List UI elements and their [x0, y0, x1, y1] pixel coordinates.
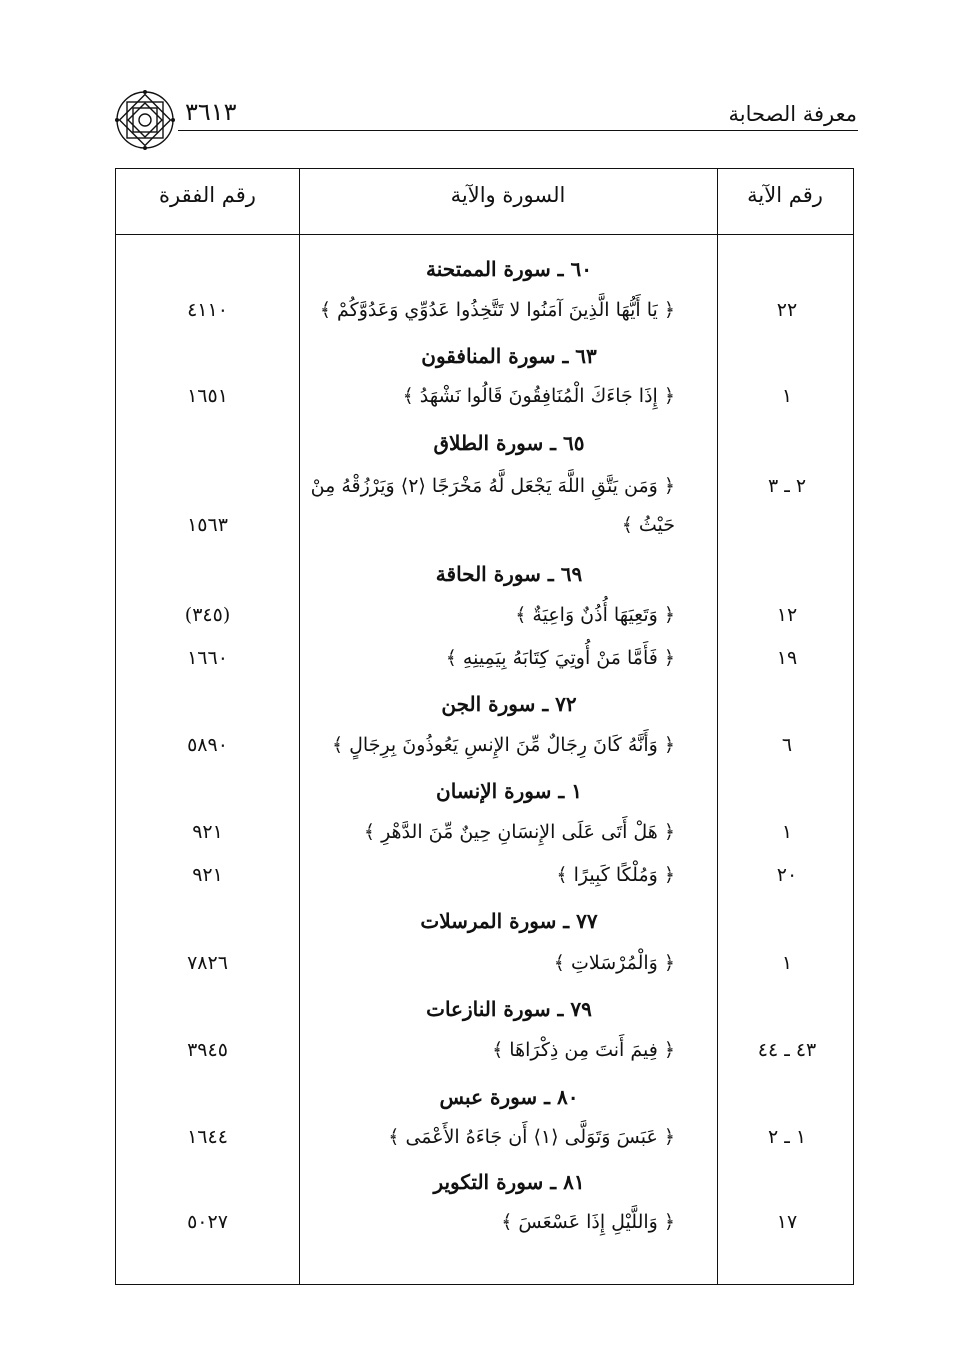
table-row: [116, 952, 855, 992]
paragraph-number: (٣٤٥): [184, 604, 231, 626]
paragraph-number: ٥٠٢٧: [187, 1211, 228, 1233]
surah-heading: ٦٣ ـ سورة المنافقون: [421, 344, 597, 368]
column-header-paragraph: رقم الفقرة: [159, 183, 256, 207]
surah-heading: ٧٢ ـ سورة الجن: [441, 692, 577, 716]
geometric-star-ornament-icon: [113, 88, 177, 152]
table-row: [116, 734, 855, 774]
table-row: [116, 1211, 855, 1251]
index-table: [115, 168, 854, 1285]
paragraph-number: ٥٨٩٠: [187, 734, 228, 756]
table-row: [116, 1039, 855, 1079]
surah-heading: ٦٠ ـ سورة الممتحنة: [426, 257, 592, 281]
header-rule: [178, 130, 858, 131]
column-header-ayah: رقم الآية: [747, 183, 823, 207]
ayah-text: ﴿ وَالْمُرْسَلاتِ ﴾: [553, 952, 675, 974]
ayah-text: ﴿ وَمَن يَتَّقِ اللَّهَ يَجْعَل لَّهُ مَخْرَجًا ⟨٢⟩ وَيَرْزُقْهُ مِنْ: [310, 475, 675, 497]
ayah-number: ١: [781, 821, 793, 843]
ayah-number: ١: [781, 385, 793, 407]
page-number: ٣٦١٣: [185, 98, 237, 126]
table-row: [116, 475, 855, 515]
paragraph-number: ١٥٦٣: [187, 514, 228, 536]
ayah-text: ﴿ هَلْ أَتَى عَلَى الإِنسَانِ حِينٌ مِّنَ الدَّهْرِ ﴾: [363, 821, 675, 843]
ayah-number: ٦: [781, 734, 793, 756]
ayah-number: ٤٣ ـ ٤٤: [757, 1039, 817, 1061]
header-divider: [116, 234, 853, 235]
surah-heading: ٨٠ ـ سورة عبس: [439, 1085, 579, 1109]
ayah-text: ﴿ عَبَسَ وَتَوَلَّى ⟨١⟩ أَن جَاءَهُ الأَعْمَى ﴾: [388, 1126, 675, 1148]
ayah-text: ﴿ وَمُلْكًا كَبِيرًا ﴾: [556, 864, 675, 886]
column-header-surah-ayah: السورة والآية: [450, 183, 566, 207]
paragraph-number: ١٦٦٠: [187, 647, 228, 669]
table-row: [116, 514, 855, 554]
book-title: معرفة الصحابة: [728, 102, 857, 126]
ayah-text: ﴿ يَا أَيُّهَا الَّذِينَ آمَنُوا لا تَتَّخِذُوا عَدُوِّي وَعَدُوَّكُمْ ﴾: [319, 299, 675, 321]
ayah-number: ٢٠: [776, 864, 798, 886]
paragraph-number: ١٦٥١: [187, 385, 228, 407]
table-row: [116, 821, 855, 861]
ayah-text: ﴿ وَتَعِيَهَا أُذُنٌ وَاعِيَةٌ ﴾: [515, 604, 675, 626]
table-row: [116, 604, 855, 644]
table-row: [116, 1126, 855, 1166]
surah-heading: ١ ـ سورة الإنسان: [436, 779, 582, 803]
ayah-number: ١: [781, 952, 793, 974]
ayah-text: حَيْثُ ﴾: [621, 514, 675, 536]
surah-heading: ٦٩ ـ سورة الحاقة: [435, 562, 583, 586]
ayah-text: ﴿ فِيمَ أَنتَ مِن ذِكْرَاهَا ﴾: [492, 1039, 675, 1061]
table-row: [116, 385, 855, 425]
ayah-text: ﴿ فَأَمَّا مَنْ أُوتِيَ كِتَابَهُ بِيَمِينِهِ ﴾: [445, 647, 675, 669]
ayah-text: ﴿ إِذَا جَاءَكَ الْمُنَافِقُونَ قَالُوا نَشْهَدُ ﴾: [402, 385, 675, 407]
table-row: [116, 299, 855, 339]
table-row: [116, 647, 855, 687]
table-row: [116, 864, 855, 904]
ayah-text: ﴿ وَأَنَّهُ كَانَ رِجَالٌ مِّنَ الإِنسِ يَعُوذُونَ بِرِجَالٍ ﴾: [331, 734, 675, 756]
paragraph-number: ٧٨٢٦: [187, 952, 228, 974]
page-header: [0, 0, 961, 170]
ayah-number: ١ ـ ٢: [767, 1126, 807, 1148]
ayah-text: ﴿ وَاللَّيْلِ إِذَا عَسْعَسَ ﴾: [501, 1211, 675, 1233]
paragraph-number: ٣٩٤٥: [187, 1039, 228, 1061]
paragraph-number: ١٦٤٤: [187, 1126, 228, 1148]
ayah-number: ٢ ـ ٣: [767, 475, 807, 497]
ayah-number: ١٩: [776, 647, 798, 669]
surah-heading: ٦٥ ـ سورة الطلاق: [433, 431, 585, 455]
surah-heading: ٧٧ ـ سورة المرسلات: [420, 909, 598, 933]
paragraph-number: ٤١١٠: [187, 299, 228, 321]
paragraph-number: ٩٢١: [192, 821, 223, 843]
surah-heading: ٧٩ ـ سورة النازعات: [426, 997, 592, 1021]
ayah-number: ١٢: [776, 604, 798, 626]
ayah-number: ٢٢: [776, 299, 798, 321]
surah-heading: ٨١ ـ سورة التكوير: [433, 1170, 585, 1194]
ayah-number: ١٧: [776, 1211, 798, 1233]
paragraph-number: ٩٢١: [192, 864, 223, 886]
